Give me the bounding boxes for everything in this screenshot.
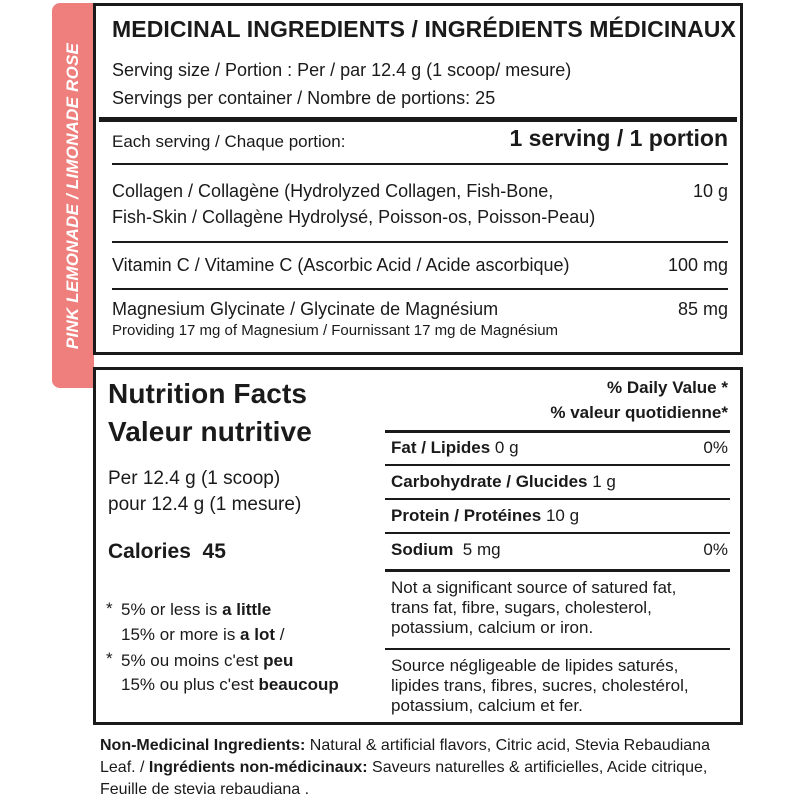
ingredient-name: Collagen / Collagène (Hydrolyzed Collagen, Fish-Bone,	[112, 181, 554, 201]
footnote-en-2	[121, 625, 284, 645]
nutrient-row-sodium	[391, 540, 728, 560]
dv-text: % valeur quotidienne	[550, 403, 722, 422]
divider-thick	[99, 117, 737, 122]
divider	[112, 163, 728, 165]
non-medicinal-text-fr: Saveurs naturelles & artificielles, Acide citrique, Feuille de stevia rebaudiana .	[100, 759, 708, 798]
medicinal-title: MEDICINAL INGREDIENTS / INGRÉDIENTS MÉDICINAUX	[112, 16, 736, 42]
footnote-text: 5% or less is	[121, 600, 223, 619]
ingredient-row-vitamin-c	[112, 252, 728, 278]
nutrient-label: Sodium	[391, 540, 454, 559]
divider	[385, 532, 730, 534]
nutrient-row-carbohydrate	[391, 472, 728, 492]
note-line: potassium, calcium et fer.	[391, 696, 583, 715]
ingredient-row-collagen	[112, 178, 728, 230]
nutrient-value: 1 g	[592, 472, 616, 491]
nutrient-row-fat	[391, 438, 728, 458]
serving-header: 1 serving / 1 portion	[509, 125, 728, 151]
each-serving-label: Each serving / Chaque portion:	[112, 132, 346, 151]
nutrient-value: 0 g	[494, 438, 519, 457]
ingredient-amount: 10 g	[692, 181, 728, 201]
ingredient-row-magnesium	[112, 296, 728, 340]
divider	[385, 498, 730, 500]
footnote-text: 15% ou plus c'est	[121, 675, 259, 694]
note-line: Not a significant source of satured fat,	[391, 578, 677, 597]
divider	[385, 464, 730, 466]
non-medicinal-label-fr: Ingrédients non-médicinaux:	[148, 759, 368, 776]
serving-size: Serving size / Portion : Per / par 12.4 g (1 scoop/ mesure)	[112, 60, 572, 80]
nutrition-title-en: Nutrition Facts	[108, 378, 308, 409]
not-significant-note-fr	[391, 656, 728, 716]
divider	[385, 648, 730, 650]
calories	[108, 540, 226, 564]
nutrient-label: Fat / Lipides	[391, 438, 491, 457]
not-significant-note-en	[391, 578, 728, 638]
footnote-emph: peu	[263, 651, 294, 670]
ingredient-note: Providing 17 mg of Magnesium / Fournissant 17 mg de Magnésium	[112, 322, 559, 339]
per-serving-fr: pour 12.4 g (1 mesure)	[108, 494, 302, 515]
footnote-emph: a little	[222, 600, 272, 619]
divider-thick	[385, 430, 730, 433]
footnote-fr-1	[121, 651, 293, 671]
ingredient-name: Magnesium Glycinate / Glycinate de Magnésium	[112, 299, 499, 319]
ingredient-name: Vitamin C / Vitamine C (Ascorbic Acid / Acide ascorbique)	[112, 255, 570, 275]
footnote-emph: a lot	[240, 625, 275, 644]
footnote-fr-2	[121, 675, 339, 695]
footnote-text: /	[275, 625, 285, 644]
ingredient-amount: 100 mg	[667, 255, 728, 275]
nutrient-pct: 0%	[703, 438, 728, 457]
nutrient-label: Carbohydrate / Glucides	[391, 472, 588, 491]
footnote-text: 5% ou moins c'est	[121, 651, 264, 670]
flavor-label-wrap	[52, 3, 94, 388]
servings-per-container: Servings per container / Nombre de portions: 25	[112, 88, 496, 108]
footnote-text: 15% or more is	[121, 625, 241, 644]
medicinal-ingredients-panel	[93, 3, 743, 355]
note-line: Source négligeable de lipides saturés,	[391, 656, 679, 675]
per-serving-en: Per 12.4 g (1 scoop)	[108, 468, 281, 489]
non-medicinal-ingredients	[100, 735, 740, 801]
nutrient-row-protein	[391, 506, 728, 526]
dv-text: % Daily Value	[607, 378, 717, 397]
footnote-emph: beaucoup	[258, 675, 339, 694]
ingredient-name-cont: Fish-Skin / Collagène Hydrolysé, Poisson-os, Poisson-Peau)	[112, 207, 596, 227]
nutrient-value: 10 g	[545, 506, 580, 525]
non-medicinal-text-en: Natural & artificial flavors, Citric acid, Stevia Rebaudiana Leaf. /	[100, 737, 710, 776]
daily-value-header-en	[607, 378, 728, 398]
nutrient-pct: 0%	[703, 540, 728, 559]
ingredient-amount: 85 mg	[677, 299, 728, 319]
nutrition-title-fr: Valeur nutritive	[108, 416, 312, 447]
note-line: trans fat, fibre, sugars, cholesterol,	[391, 598, 652, 617]
note-line: potassium, calcium or iron.	[391, 618, 594, 637]
nutrition-facts-panel	[93, 367, 743, 725]
calories-label: Calories	[108, 540, 191, 563]
divider	[112, 241, 728, 243]
dv-star: *	[721, 378, 728, 397]
footnote-star: *	[106, 649, 113, 668]
dv-star: *	[721, 403, 728, 422]
nutrient-label: Protein / Protéines	[391, 506, 542, 525]
flavor-label: PINK LEMONADE / LIMONADE ROSE	[63, 42, 82, 349]
divider-thick	[385, 569, 730, 572]
footnote-en-1	[121, 600, 271, 620]
calories-value: 45	[202, 540, 226, 563]
divider	[112, 288, 728, 290]
note-line: lipides trans, fibres, sucres, cholestérol,	[391, 676, 689, 695]
daily-value-header-fr	[550, 403, 728, 423]
nutrient-value: 5 mg	[462, 540, 501, 559]
footnote-star: *	[106, 599, 113, 618]
non-medicinal-label-en: Non-Medicinal Ingredients:	[100, 737, 306, 754]
